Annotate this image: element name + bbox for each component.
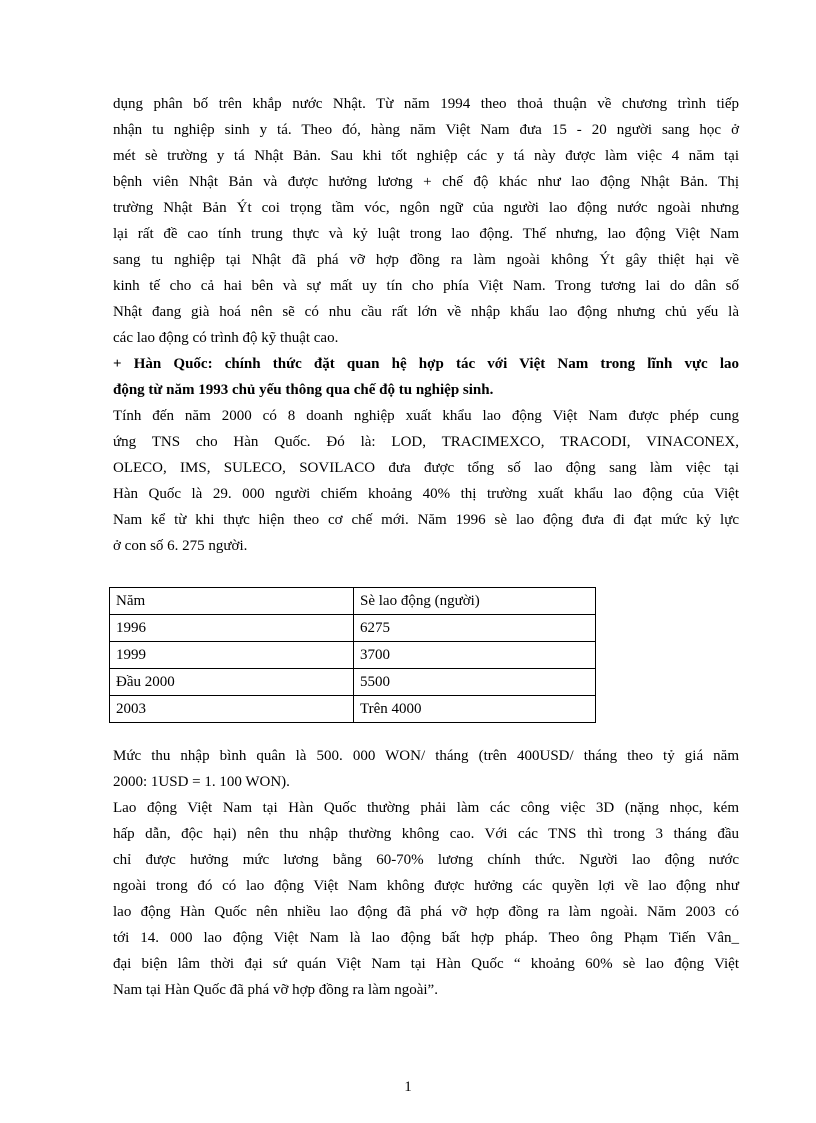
text-line: đại biện lâm thời đại sứ quán Việt Nam tại Hàn Quốc “ khoảng 60% sè lao động Việt xyxy=(113,956,739,972)
text-line: 2000: 1USD = 1. 100 WON). xyxy=(113,774,290,790)
text-line: ứng TNS cho Hàn Quốc. Đó là: LOD, TRACIMEXCO, TRACODI, VINACONEX, xyxy=(113,434,739,450)
heading-line: + Hàn Quốc: chính thức đặt quan hệ hợp tác với Việt Nam trong lĩnh vực lao xyxy=(113,356,739,372)
paragraph-japan xyxy=(113,91,739,351)
table-row xyxy=(110,696,596,723)
text-block-bottom xyxy=(113,743,739,1003)
text-line: Mức thu nhập bình quân là 500. 000 WON/ tháng (trên 400USD/ tháng theo tỷ giá năm xyxy=(113,748,739,764)
text-block-top xyxy=(113,91,739,559)
table-row xyxy=(110,615,596,642)
text-line: OLECO, IMS, SULECO, SOVILACO đưa được tổng số lao động sang làm việc tại xyxy=(113,460,739,476)
table-cell: 6275 xyxy=(354,615,596,642)
table-cell: 1999 xyxy=(110,642,354,669)
table-cell: Đầu 2000 xyxy=(110,669,354,696)
text-line: dụng phân bố trên khắp nước Nhật. Từ năm 1994 theo thoả thuận về chương trình tiếp xyxy=(113,96,739,112)
table-cell: 3700 xyxy=(354,642,596,669)
text-line: kinh tế cho cả hai bên và sự mất uy tín cho phía Việt Nam. Trong tương lai do dân số xyxy=(113,278,739,294)
paragraph-working-conditions xyxy=(113,795,739,1003)
text-line: bệnh viên Nhật Bản và được hưởng lương + chế độ khác như lao động Nhật Bản. Thị xyxy=(113,174,739,190)
page-number: 1 xyxy=(404,1079,412,1095)
table-cell: 1996 xyxy=(110,615,354,642)
table-cell: 2003 xyxy=(110,696,354,723)
text-line: Hàn Quốc là 29. 000 người chiếm khoảng 40% thị trường xuất khẩu lao động của Việt xyxy=(113,486,739,502)
paragraph-korea-enterprises xyxy=(113,403,739,559)
text-line: chỉ được hưởng mức lương bằng 60-70% lương chính thức. Người lao động nước xyxy=(113,852,739,868)
text-line: sang tu nghiệp tại Nhật đã phá vỡ hợp đồng ra làm ngoài không Ýt gây thiệt hại về xyxy=(113,252,739,268)
text-line: lao động Hàn Quốc nên nhiều lao động đã phá vỡ hợp đồng ra làm ngoài. Năm 2003 có xyxy=(113,904,739,920)
table-row xyxy=(110,642,596,669)
table-cell: Trên 4000 xyxy=(354,696,596,723)
text-line: mét sè trường y tá Nhật Bản. Sau khi tốt nghiệp các y tá này được làm việc 4 năm tại xyxy=(113,148,739,164)
text-line: ngoài trong đó có lao động Việt Nam không được hưởng các quyền lợi về lao động như xyxy=(113,878,739,894)
text-line: các lao động có trình độ kỹ thuật cao. xyxy=(113,330,339,346)
table-cell: 5500 xyxy=(354,669,596,696)
text-line: Nam kể từ khi thực hiện theo cơ chế mới. Năm 1996 sè lao động đưa đi đạt mức kỷ lực xyxy=(113,512,739,528)
text-line: tới 14. 000 lao động Việt Nam là lao động bất hợp pháp. Theo ông Phạm Tiến Vân_ xyxy=(113,930,739,946)
table-header-row xyxy=(110,588,596,615)
table-header-cell: Năm xyxy=(110,588,354,615)
labor-statistics-table xyxy=(109,587,596,723)
section-heading-korea xyxy=(113,351,739,403)
text-line: lại rất đề cao tính trung thực và kỷ luật trong lao động. Thế nhưng, lao động Việt Nam xyxy=(113,226,739,242)
text-line: ở con số 6. 275 người. xyxy=(113,538,248,554)
text-line: Lao động Việt Nam tại Hàn Quốc thường phải làm các công việc 3D (nặng nhọc, kém xyxy=(113,800,739,816)
text-line: Nhật đang già hoá nên sẽ có nhu cầu rất lớn về nhập khẩu lao động nhưng chủ yếu là xyxy=(113,304,739,320)
text-line: Nam tại Hàn Quốc đã phá vỡ hợp đồng ra làm ngoài”. xyxy=(113,982,438,998)
text-line: hấp dẫn, độc hại) nên thu nhập thường không cao. Với các TNS thì trong 3 tháng đầu xyxy=(113,826,739,842)
table-row xyxy=(110,669,596,696)
table-header-cell: Sè lao động (người) xyxy=(354,588,596,615)
text-line: Tính đến năm 2000 có 8 doanh nghiệp xuất khẩu lao động Việt Nam được phép cung xyxy=(113,408,739,424)
paragraph-income xyxy=(113,743,739,795)
text-line: nhận tu nghiệp sinh y tá. Theo đó, hàng năm Việt Nam đưa 15 - 20 người sang học ở xyxy=(113,122,739,138)
text-line: trường Nhật Bản Ýt coi trọng tầm vóc, ngôn ngữ của người lao động nước ngoài nhưng xyxy=(113,200,739,216)
heading-line: động từ năm 1993 chủ yếu thông qua chế độ tu nghiệp sinh. xyxy=(113,382,494,398)
